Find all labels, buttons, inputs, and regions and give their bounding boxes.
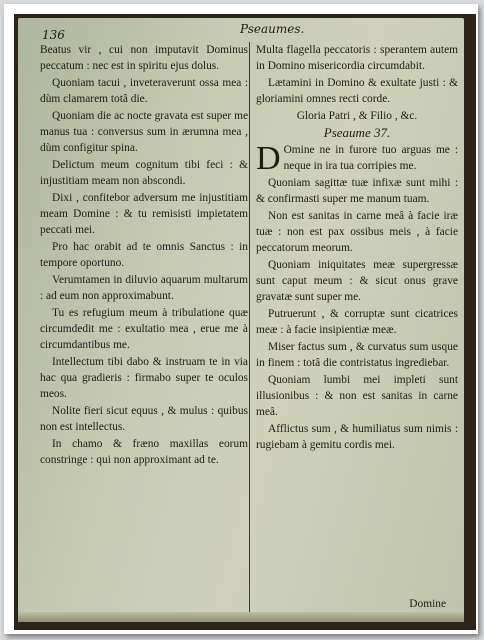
running-head: Pseaumes. xyxy=(240,22,305,36)
verse: Quoniam lumbi mei impleti sunt illusionibus : & non est sanitas in carne meâ. xyxy=(256,374,458,418)
page-edge-shadow xyxy=(18,612,464,622)
verse: Quoniam die ac nocte gravata est super me manus tua : conversus sum in ærumna mea , dùm configitur spina. xyxy=(40,110,248,154)
verse: Delictum meum cognitum tibi feci : & injustitiam meam non abscondi. xyxy=(40,159,248,187)
verse: Nolite fieri sicut equus , & mulus : quibus non est intellectus. xyxy=(40,405,248,433)
verse: Dixi , confitebor adversum me injustitiam meam Domine : & tu remisisti impietatem peccati mei. xyxy=(40,192,248,236)
page-number: 136 xyxy=(42,28,65,42)
book-photograph xyxy=(14,14,476,630)
catchword: Domine xyxy=(409,598,446,610)
verse: Afflictus sum , & humiliatus sum nimis : rugiebam à gemitu cordis mei. xyxy=(256,423,458,451)
verse: Quoniam tacui , inveteraverunt ossa mea : dùm clamarem totâ die. xyxy=(40,77,248,105)
drop-cap: D xyxy=(256,140,281,177)
verse: Verumtamen in diluvio aquarum multarum : ad eum non approximabunt. xyxy=(40,274,248,302)
right-column xyxy=(256,42,458,454)
photo-frame xyxy=(4,4,478,634)
verse: Beatus vir , cui non imputavit Dominus peccatum : nec est in spiritu ejus dolus. xyxy=(40,44,248,72)
verse: Intellectum tibi dabo & instruam te in via hac qua gradieris : firmabo super te oculos meos. xyxy=(40,356,248,400)
verse: Pro hac orabit ad te omnis Sanctus : in tempore oportuno. xyxy=(40,241,248,269)
verse: Miser factus sum , & curvatus sum usque in finem : totâ die contristatus ingrediebar. xyxy=(256,341,458,369)
left-column xyxy=(40,42,248,469)
verse: Lætamini in Domino & exultate justi : & gloriamini omnes recti corde. xyxy=(256,77,458,105)
verse: In chamo & fræno maxillas eorum constringe : qui non approximant ad te. xyxy=(40,438,248,466)
first-verse-text: Omine ne in furore tuo arguas me : neque in ira tua corripies me. xyxy=(283,144,458,172)
psalm-title: Pseaume 37. xyxy=(323,125,391,140)
verse: Multa flagella peccatoris : sperantem autem in Domino misericordia circumdabit. xyxy=(256,44,458,72)
verse: Putruerunt , & corruptæ sunt cicatrices meæ : à facie insipientiæ meæ. xyxy=(256,308,458,336)
first-verse xyxy=(256,140,458,177)
verse: Tu es refugium meum à tribulatione quæ circumdedit me : exultatio mea , erue me à circumdantibus me. xyxy=(40,307,248,351)
column-divider xyxy=(249,42,250,616)
verse: Quoniam sagittæ tuæ infixæ sunt mihi : & confirmasti super me manum tuam. xyxy=(256,177,458,205)
gloria-patri: Gloria Patri , & Filio , &c. xyxy=(296,110,418,122)
verse: Non est sanitas in carne meâ à facie iræ tuæ : non est pax ossibus meis , à facie peccatorum meorum. xyxy=(256,210,458,254)
book-page xyxy=(18,18,464,622)
verse: Quoniam iniquitates meæ supergressæ sunt caput meum : & sicut onus grave gravatæ sunt super me. xyxy=(256,259,458,303)
